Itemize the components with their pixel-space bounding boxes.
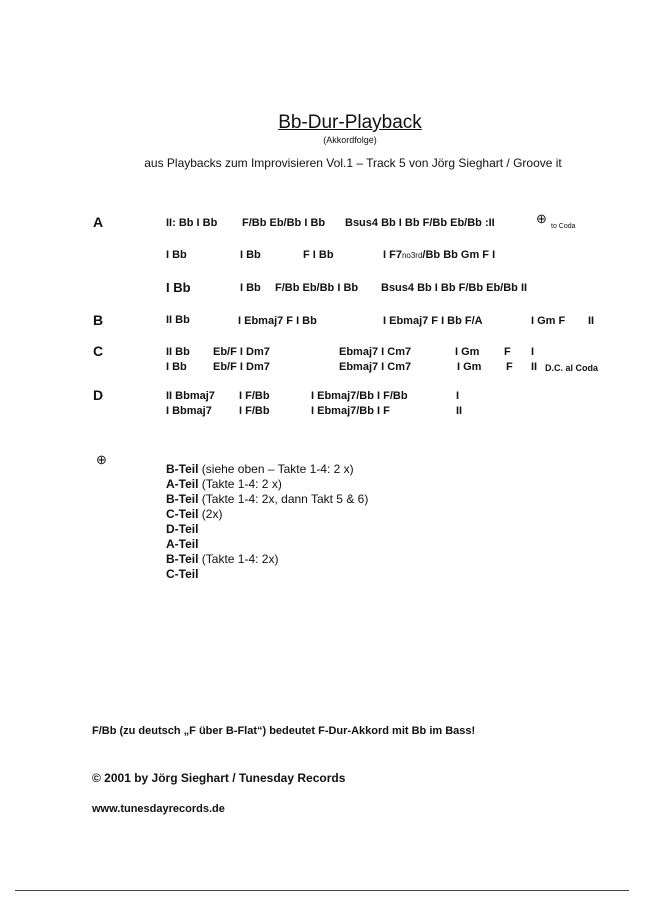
chord-a-r2-c4a: I F7 <box>383 249 402 261</box>
list-item: A-Teil <box>166 537 199 551</box>
coda-order-list <box>166 462 368 582</box>
chord-b-c3: I Ebmaj7 F I Bb F/A <box>383 315 483 327</box>
list-item: C-Teil <box>166 567 199 581</box>
chord-b-c1: II Bb <box>166 314 190 326</box>
dc-al-coda: D.C. al Coda <box>545 363 599 373</box>
chord-d-r1-c1: II Bbmaj7 <box>166 390 215 402</box>
chord-c-r1-c4: I Gm <box>455 346 480 358</box>
chord-b-c2: I Ebmaj7 F I Bb <box>238 315 317 327</box>
chord-a-r3-c2: I Bb <box>240 282 261 294</box>
chord-d-r1-c2: I F/Bb <box>239 390 270 402</box>
coda-section-icon: ⊕ <box>96 452 107 467</box>
list-item: B-Teil (siehe oben – Takte 1-4: 2 x) <box>166 462 354 476</box>
chord-a-r2-c4b: /Bb Bb Gm F I <box>422 249 496 261</box>
chord-d-r2-c2: I F/Bb <box>239 405 270 417</box>
chord-d-r2-c1: I Bbmaj7 <box>166 405 212 417</box>
chord-d-r1-c3: I Ebmaj7/Bb I F/Bb <box>311 390 408 402</box>
chord-a-r1-c1: II: Bb I Bb <box>166 217 218 229</box>
list-item: B-Teil (Takte 1-4: 2x, dann Takt 5 & 6) <box>166 492 369 506</box>
chord-a-r3-c3: F/Bb Eb/Bb I Bb <box>275 282 359 294</box>
chord-d-r2-c3: I Ebmaj7/Bb I F <box>311 405 390 417</box>
section-label-c: C <box>93 343 104 359</box>
source-line: aus Playbacks zum Improvisieren Vol.1 – Track 5 von Jörg Sieghart / Groove it <box>144 156 562 170</box>
chord-c-r2-c6: II <box>531 361 538 373</box>
bottom-rule <box>15 890 629 891</box>
chord-b-c4: I Gm F <box>531 315 566 327</box>
chord-c-r2-c4: I Gm <box>457 361 482 373</box>
copyright-line: © 2001 by Jörg Sieghart / Tunesday Records <box>92 771 346 785</box>
coda-icon: ⊕ <box>536 211 547 226</box>
chord-a-r2-c4 <box>383 249 495 261</box>
chord-a-r2-c4sub: no3rd <box>401 251 423 260</box>
chord-d-r1-c4: I <box>456 390 460 402</box>
chord-c-r1-c3: Ebmaj7 I Cm7 <box>339 346 412 358</box>
chord-c-r1-c6: I <box>531 346 535 358</box>
chord-a-r3-c1: I Bb <box>166 280 191 295</box>
to-coda-label: to Coda <box>551 223 576 230</box>
chord-a-r2-c2: I Bb <box>240 249 261 261</box>
list-item: A-Teil (Takte 1-4: 2 x) <box>166 477 282 491</box>
list-item: D-Teil <box>166 522 199 536</box>
chord-a-r2-c3: F I Bb <box>303 249 334 261</box>
website-link[interactable]: www.tunesdayrecords.de <box>92 803 225 815</box>
chord-c-r1-c2: Eb/F I Dm7 <box>213 346 270 358</box>
chord-a-r1-c3: Bsus4 Bb I Bb F/Bb Eb/Bb :II <box>345 217 495 229</box>
chord-d-r2-c4: II <box>456 405 463 417</box>
chord-a-r1-c2: F/Bb Eb/Bb I Bb <box>242 217 326 229</box>
page-title: Bb-Dur-Playback <box>278 112 422 133</box>
chord-c-r2-c3: Ebmaj7 I Cm7 <box>339 361 412 373</box>
section-label-b: B <box>93 312 104 328</box>
chord-b-c5: II <box>588 315 595 327</box>
chord-c-r2-c2: Eb/F I Dm7 <box>213 361 270 373</box>
chord-a-r3-c4: Bsus4 Bb I Bb F/Bb Eb/Bb II <box>381 282 528 294</box>
page-subtitle: (Akkordfolge) <box>323 135 377 145</box>
explanation-note: F/Bb (zu deutsch „F über B-Flat“) bedeutet F-Dur-Akkord mit Bb im Bass! <box>92 725 476 737</box>
chord-c-r1-c1: II Bb <box>166 346 190 358</box>
chord-c-r1-c5: F <box>504 346 511 358</box>
list-item: C-Teil (2x) <box>166 507 223 521</box>
chord-c-r2-c5: F <box>506 361 513 373</box>
list-item: B-Teil (Takte 1-4: 2x) <box>166 552 279 566</box>
chord-c-r2-c1: I Bb <box>166 361 187 373</box>
section-label-a: A <box>93 214 104 230</box>
chord-a-r2-c1: I Bb <box>166 249 187 261</box>
section-label-d: D <box>93 387 104 403</box>
